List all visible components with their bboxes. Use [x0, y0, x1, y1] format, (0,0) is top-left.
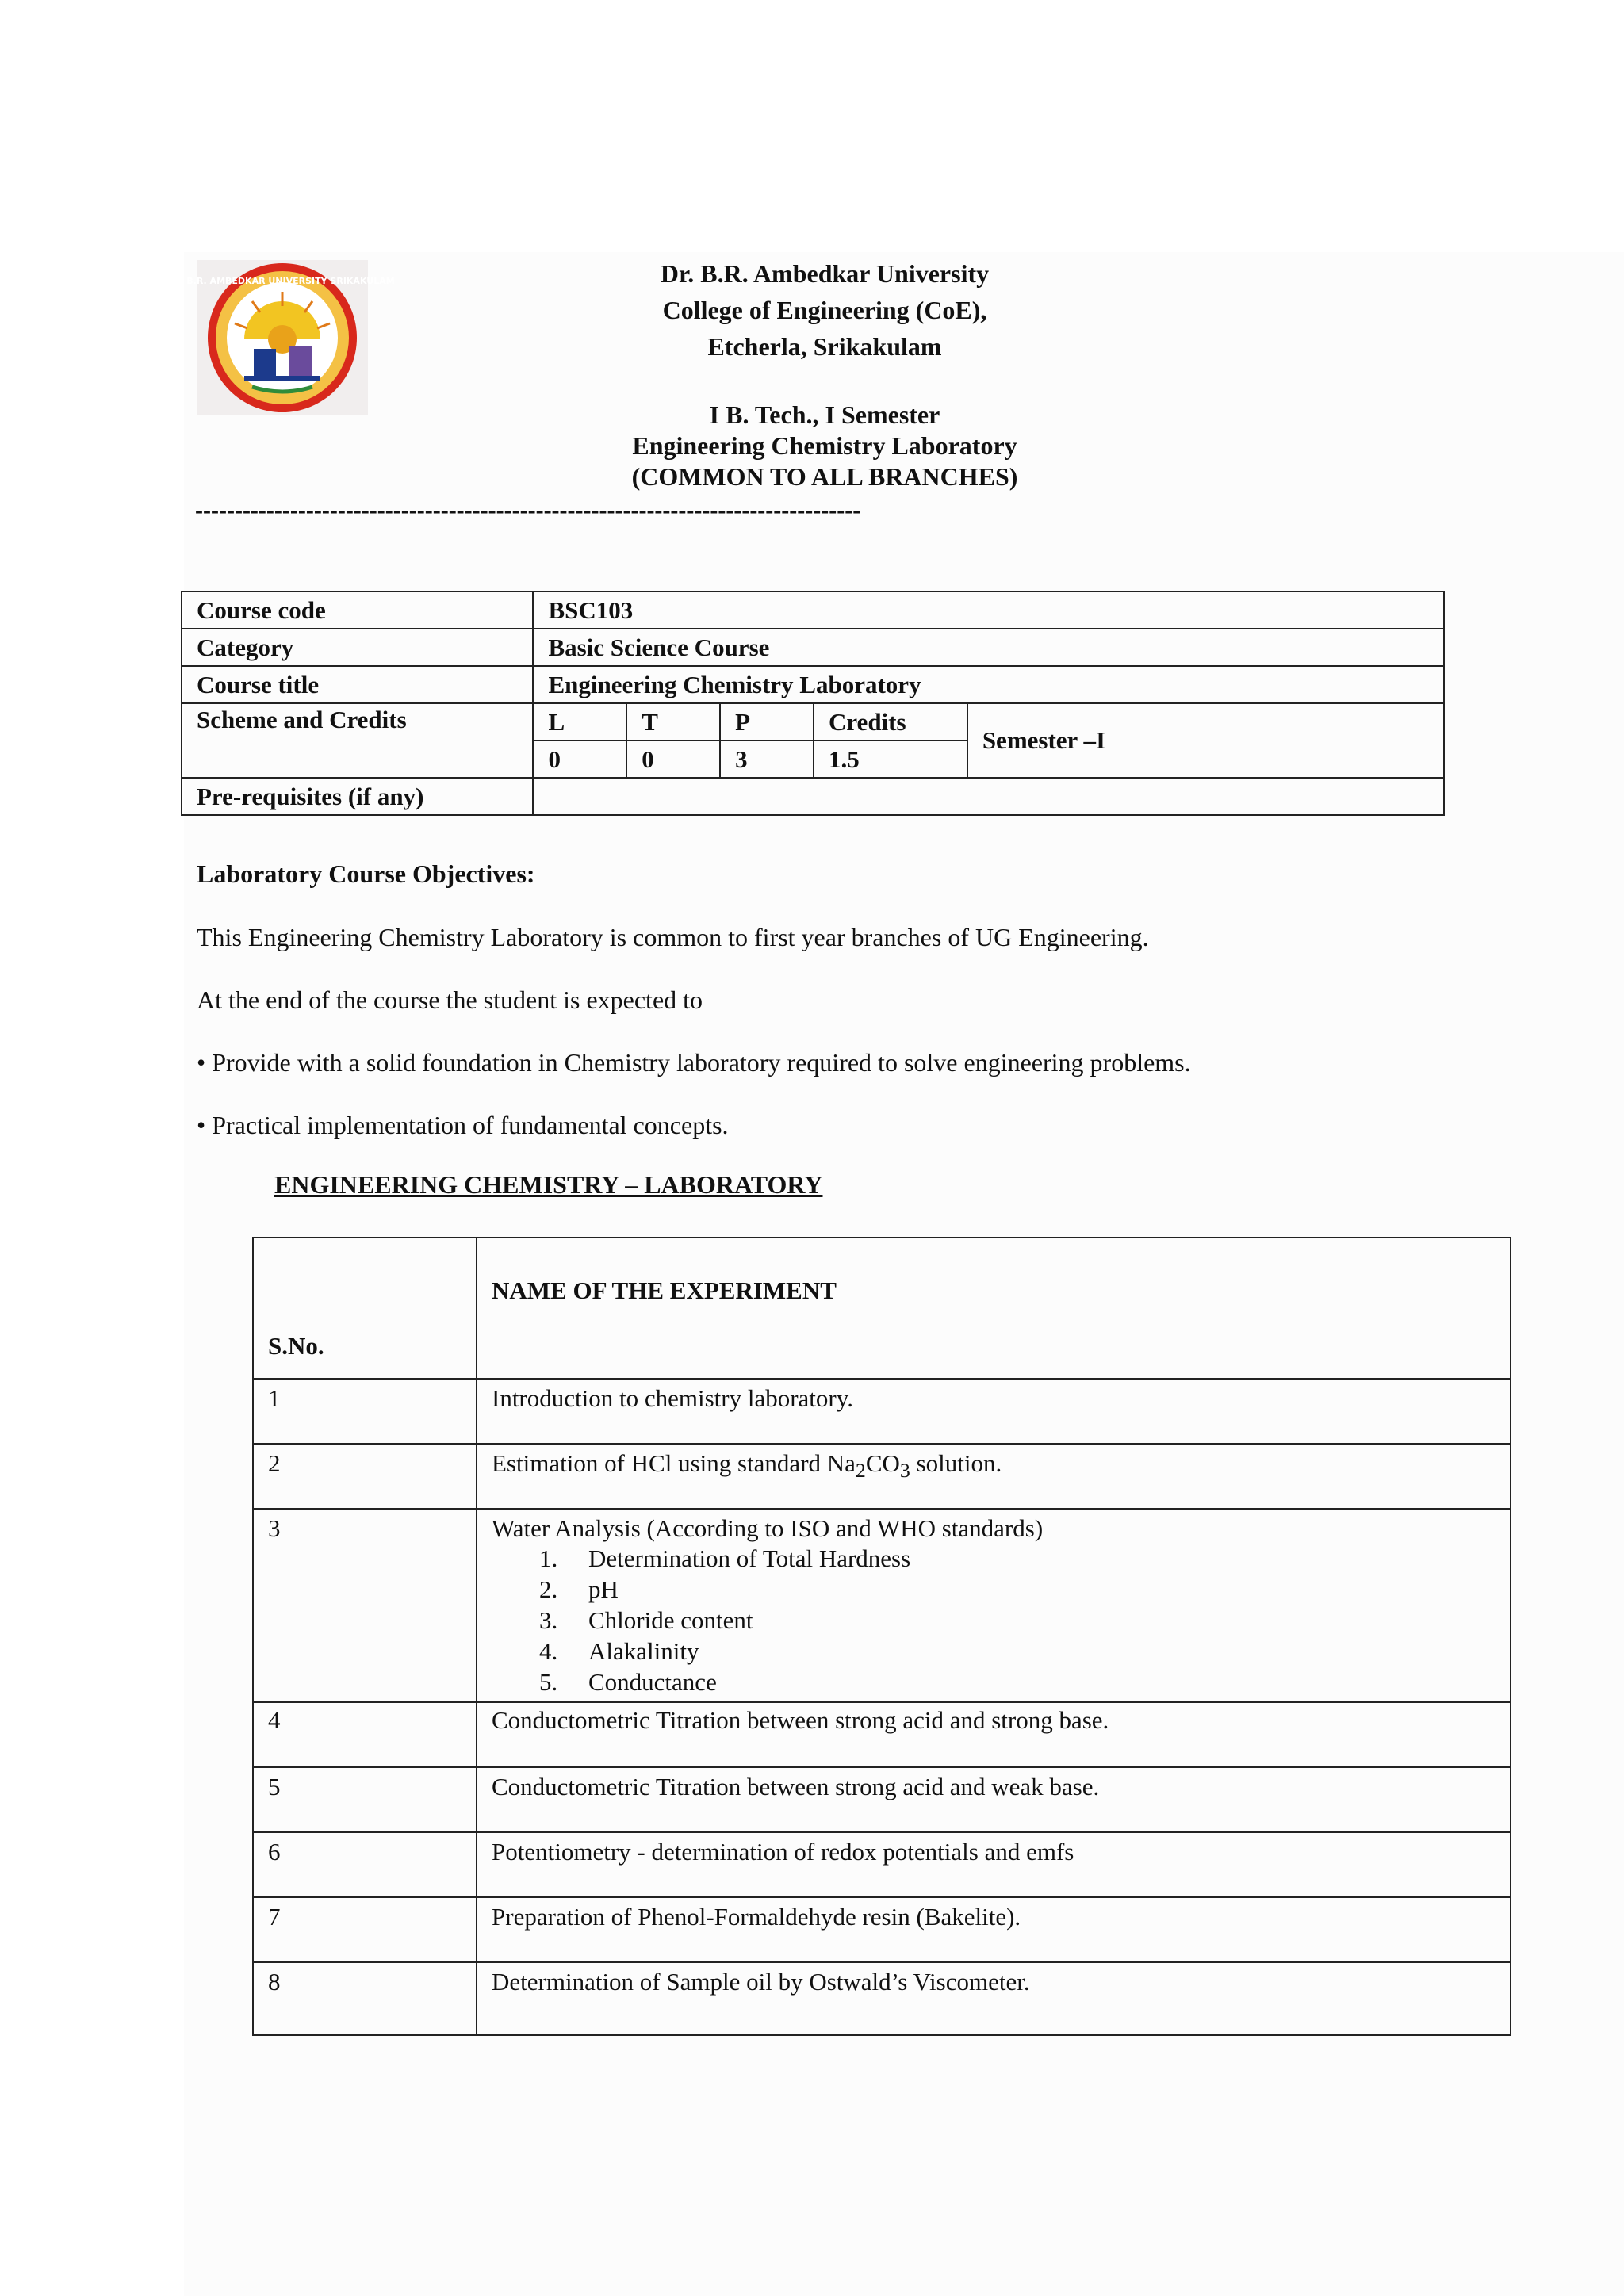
water-analysis-list — [492, 1543, 1496, 1697]
list-item — [492, 1636, 1496, 1667]
objectives-intro: This Engineering Chemistry Laboratory is common to first year branches of UG Engineering. — [197, 923, 1149, 951]
prereq-label: Pre-requisites (if any) — [182, 778, 533, 815]
seal-text: Dr. B.R. AMBEDKAR UNIVERSITY SRIKAKULAM — [170, 276, 395, 286]
experiment-text: solution. — [910, 1449, 1002, 1477]
prereq-value — [533, 778, 1444, 815]
college-name: College of Engineering (CoE), — [662, 296, 987, 324]
list-number: 3. — [539, 1606, 558, 1634]
lab-heading: ENGINEERING CHEMISTRY – LABORATORY — [274, 1170, 823, 1199]
row-sno: 2 — [253, 1444, 477, 1509]
college-location: Etcherla, Srikakulam — [707, 332, 942, 361]
university-logo — [170, 260, 395, 415]
table-row — [253, 1832, 1511, 1897]
subscript: 3 — [899, 1459, 910, 1483]
category-value: Basic Science Course — [533, 629, 1444, 666]
list-item — [492, 1574, 1496, 1605]
list-item — [492, 1667, 1496, 1697]
course-info-table — [181, 591, 1445, 816]
credits-value: 1.5 — [814, 740, 967, 778]
scheme-label: Scheme and Credits — [182, 703, 533, 778]
objectives-heading: Laboratory Course Objectives: — [197, 859, 535, 888]
list-number: 1. — [539, 1544, 558, 1572]
experiments-table — [252, 1237, 1511, 2036]
list-item — [492, 1605, 1496, 1636]
objective-bullet-1: • Provide with a solid foundation in Chemistry laboratory required to solve engineering problems. — [197, 1048, 1191, 1077]
col-sno-header: S.No. — [253, 1238, 477, 1379]
row-experiment-name: Determination of Sample oil by Ostwald’s Viscometer. — [477, 1962, 1511, 2035]
university-header — [587, 255, 1063, 365]
table-row — [253, 1379, 1511, 1444]
t-value: 0 — [626, 740, 720, 778]
category-label: Category — [182, 629, 533, 666]
list-text: Conductance — [588, 1668, 717, 1696]
row-sno: 3 — [253, 1509, 477, 1702]
semester-title: I B. Tech., I Semester — [709, 400, 940, 429]
table-row — [182, 703, 1444, 740]
list-text: Chloride content — [588, 1606, 753, 1634]
row-sno: 8 — [253, 1962, 477, 2035]
row-experiment-name: Preparation of Phenol-Formaldehyde resin (Bakelite). — [477, 1897, 1511, 1962]
row-experiment-name: Introduction to chemistry laboratory. — [477, 1379, 1511, 1444]
l-label: L — [533, 703, 626, 740]
list-number: 4. — [539, 1637, 558, 1665]
p-label: P — [720, 703, 814, 740]
experiment-text: Water Analysis (According to ISO and WHO standards) — [492, 1514, 1044, 1542]
table-row — [253, 1767, 1511, 1832]
table-row — [182, 629, 1444, 666]
row-sno: 7 — [253, 1897, 477, 1962]
row-sno: 1 — [253, 1379, 477, 1444]
course-code-value: BSC103 — [533, 591, 1444, 629]
course-title-value: Engineering Chemistry Laboratory — [533, 666, 1444, 703]
table-row — [182, 666, 1444, 703]
table-row — [253, 1444, 1511, 1509]
table-row — [182, 591, 1444, 629]
credits-label: Credits — [814, 703, 967, 740]
t-label: T — [626, 703, 720, 740]
table-row — [253, 1962, 1511, 2035]
header-separator: ------------------------------------------------------------------------------------ — [195, 497, 861, 523]
l-value: 0 — [533, 740, 626, 778]
row-experiment-name: Conductometric Titration between strong acid and strong base. — [477, 1702, 1511, 1767]
table-header-row — [253, 1238, 1511, 1379]
list-text: Determination of Total Hardness — [588, 1544, 911, 1572]
table-row — [253, 1509, 1511, 1702]
row-sno: 6 — [253, 1832, 477, 1897]
row-sno: 4 — [253, 1702, 477, 1767]
list-number: 2. — [539, 1575, 558, 1603]
row-experiment-name — [477, 1444, 1511, 1509]
table-row — [253, 1897, 1511, 1962]
row-sno: 5 — [253, 1767, 477, 1832]
experiment-text: Estimation of HCl using standard Na — [492, 1449, 856, 1477]
list-text: pH — [588, 1575, 619, 1603]
experiment-text: CO — [865, 1449, 900, 1477]
objectives-expect: At the end of the course the student is expected to — [197, 985, 703, 1014]
row-experiment-name: Potentiometry - determination of redox potentials and emfs — [477, 1832, 1511, 1897]
university-name: Dr. B.R. Ambedkar University — [660, 259, 990, 288]
common-note: (COMMON TO ALL BRANCHES) — [631, 462, 1018, 491]
table-row — [182, 778, 1444, 815]
course-code-label: Course code — [182, 591, 533, 629]
subscript: 2 — [855, 1459, 866, 1483]
table-row — [253, 1702, 1511, 1767]
course-header — [587, 400, 1063, 492]
p-value: 3 — [720, 740, 814, 778]
semester-value: Semester –I — [967, 703, 1444, 778]
row-experiment-name: Conductometric Titration between strong acid and weak base. — [477, 1767, 1511, 1832]
objective-bullet-2: • Practical implementation of fundamental concepts. — [197, 1111, 729, 1139]
university-seal-icon — [170, 260, 395, 415]
list-number: 5. — [539, 1668, 558, 1696]
course-title-label: Course title — [182, 666, 533, 703]
course-name-title: Engineering Chemistry Laboratory — [632, 431, 1017, 460]
list-text: Alakalinity — [588, 1637, 699, 1665]
row-experiment-name — [477, 1509, 1511, 1702]
list-item — [492, 1543, 1496, 1574]
col-name-header: NAME OF THE EXPERIMENT — [477, 1238, 1511, 1379]
